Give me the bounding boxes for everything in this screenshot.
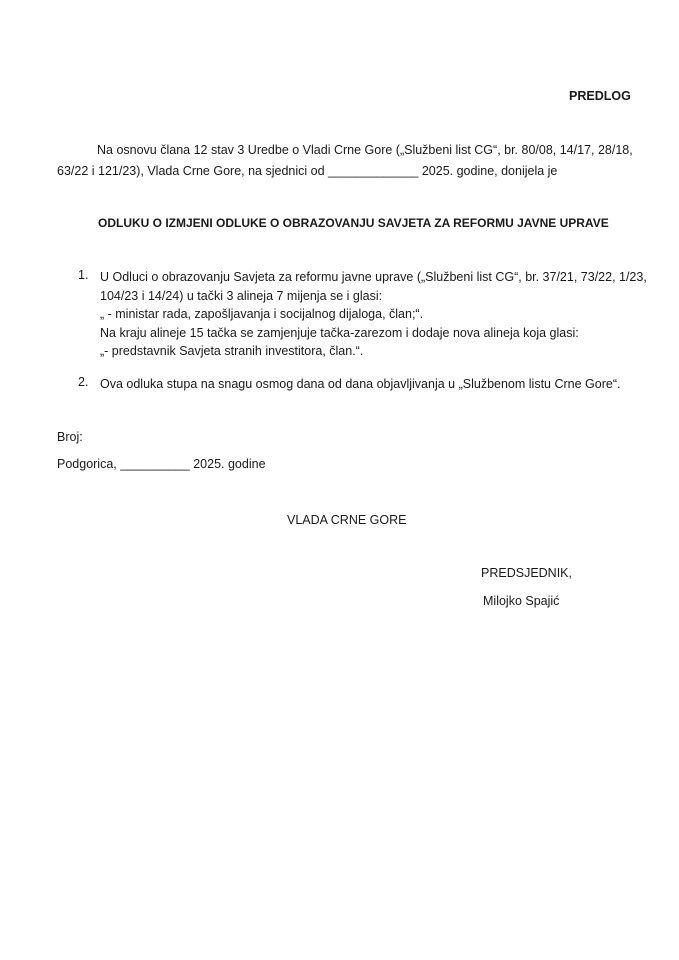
preamble-line-1: Na osnovu člana 12 stav 3 Uredbe o Vladi Crne Gore („Službeni list CG“, br. 80/08, 14/17, 28/18, bbox=[97, 143, 633, 157]
list-item-number: 1. bbox=[78, 268, 89, 282]
list-item-line: „- predstavnik Savjeta stranih investitora, član.“. bbox=[100, 344, 364, 358]
preamble-line-2: 63/22 i 121/23), Vlada Crne Gore, na sjednici od _____________ 2025. godine, donijela je bbox=[57, 164, 558, 178]
list-item-line: U Odluci o obrazovanju Savjeta za reformu javne uprave („Službeni list CG“, br. 37/21, 73/22, 1/23, bbox=[100, 270, 647, 284]
list-item-line: 104/23 i 14/24) u tački 3 alineja 7 mijenja se i glasi: bbox=[100, 288, 383, 303]
list-item-line: Na kraju alineje 15 tačka se zamjenjuje tačka-zarezom i dodaje nova alineja koja glasi: bbox=[100, 325, 579, 340]
draft-label: PREDLOG bbox=[569, 89, 631, 103]
signatory-role: PREDSJEDNIK, bbox=[481, 566, 572, 580]
document-title: ODLUKU O IZMJENI ODLUKE O OBRAZOVANJU SAVJETA ZA REFORMU JAVNE UPRAVE bbox=[98, 216, 609, 230]
reference-number: Broj: bbox=[57, 430, 83, 444]
government-name: VLADA CRNE GORE bbox=[287, 513, 407, 527]
list-item-line: „ - ministar rada, zapošljavanja i socijalnog dijaloga, član;“. bbox=[100, 307, 424, 321]
place-and-date: Podgorica, __________ 2025. godine bbox=[57, 457, 266, 471]
list-item-body bbox=[100, 268, 647, 361]
list-item-number: 2. bbox=[78, 375, 89, 389]
list-item-body bbox=[100, 375, 620, 394]
signatory-name: Milojko Spajić bbox=[483, 594, 560, 608]
list-item-line: Ova odluka stupa na snagu osmog dana od dana objavljivanja u „Službenom listu Crne Gore“. bbox=[100, 377, 621, 391]
